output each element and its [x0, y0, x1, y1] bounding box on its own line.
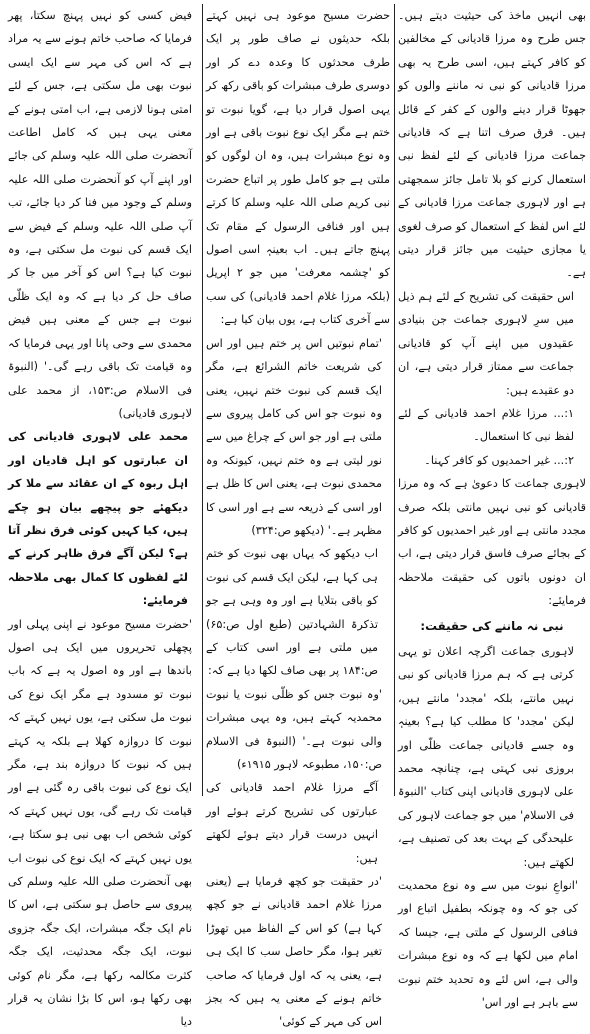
paragraph: لاہوری جماعت اگرچہ اعلان تو یہی کرتی ہے کہ ہم مرزا قادیانی کو نبی نہیں مانتے، بلکہ 'مجدد' مانتے ہیں، لیکن 'مجدد' کا مطلب کیا ہے؟ بعینہٖ وہ جسے قادیانی جماعت ظلّی اور بروزی نبی کہتی ہے، چنانچہ محمد علی لاہوری قادیانی اپنی کتاب 'النبوۃ فی الاسلام' میں جو جماعت لاہور کی علیحدگی کے بہت بعد کی تصنیف ہے، لکھتے ہیں: — [398, 644, 574, 869]
column-left — [8, 4, 200, 1029]
paragraph: آگے مرزا غلام احمد قادیانی کی عبارتوں کی تشریح کرتے ہوئے اور انہیں درست قرار دیتے ہوئے لکھتے ہیں: — [206, 781, 378, 865]
paragraph: لاہوری جماعت کا دعویٰ ہے کہ وہ مرزا قادیانی کو نبی نہیں مانتی بلکہ صرف مجدد مانتی ہے اور غیر احمدیوں کو کافر کے بجائے صرف فاسق قرار دیتی ہے، اب ان دونوں باتوں کی حقیقت ملاحظہ فرمایئے: — [398, 477, 586, 608]
section-heading: نبی نہ ماننے کی حقیقت: — [420, 618, 564, 633]
paragraph: بھی انہیں ماخذ کی حیثیت دیتے ہیں۔ جس طرح وہ مرزا قادیانی کے مخالفین کو کافر کہتے ہیں، اسی طرح یہ بھی مرزا قادیانی کو نبی نہ ماننے والوں کو جھوٹا قرار دینے والوں کے کفر کے قائل ہیں۔ فرق صرف اتنا ہے کہ قادیانی جماعت مرزا قادیانی کے لئے لفظ نبی استعمال کرنے کو بلا تامل جائز سمجھتی ہے اور لاہوری جماعت مرزا قادیانی کے لئے اس لفظ کے استعمال کو صرف لغوی یا مجازی حیثیت میں جائز قرار دیتی ہے۔ — [398, 9, 586, 280]
paragraph: محمد علی لاہوری قادیانی کی ان عبارتوں کو اہل قادیان اور اہل ربوہ کے ان عقائد سے ملا کر دیکھئے جو پیچھے بیان ہو چکے ہیں، کیا کہیں کوئی فرق نظر آتا ہے؟ لیکن آگے فرق ظاہر کرنے کے لئے لفظوں کا کمال بھی ملاحظہ فرمایئے: — [8, 430, 188, 608]
column-divider — [202, 4, 203, 796]
list-item: ۱:... مرزا غلام احمد قادیانی کے لئے لفظ نبی کا استعمال۔ — [398, 406, 574, 444]
block-quote: 'انواعِ نبوت میں سے وہ نوع محمدیت کی جو کہ وہ چونکہ بطفیل اتباع اور فنافی الرسول کے ملتی ہے، جیسا کہ امام میں لکھا ہے کہ وہ نوع مبشرات والی ہے، اس لئے وہ تحدید ختم نبوت سے باہر ہے اور اس' — [398, 879, 578, 1010]
column-right — [398, 4, 586, 1010]
block-quote: 'تمام نبوتیں اس پر ختم ہیں اور اس کی شریعت خاتم الشرائع ہے، مگر ایک قسم کی نبوت ختم نہیں، یعنی وہ نبوت جو اس کی کامل پیروی سے ملتی ہے اور جو اس کے چراغ میں سے نور لیتی ہے وہ ختم نہیں، کیونکہ وہ محمدی نبوت ہے، یعنی اس کا ظل ہے اور اسی کے ذریعہ سے ہے اور اسی کا مظہر ہے۔' (دیکھو ص:۳۲۴) — [206, 336, 382, 537]
paragraph: حضرت مسیح موعود ہی نہیں کہتے بلکہ حدیثوں نے صاف طور پر ایک طرف محدثوں کا وعدہ دے کر اور دوسری طرف مبشرات کو باقی رکھ کر یہی اصول قرار دیا ہے، گویا نبوت تو ختم ہے مگر ایک نوع نبوت باقی ہے اور وہ نوع مبشرات ہیں، وہ ان لوگوں کو ملتی ہے جو کامل طور پر اتباع حضرت نبی کریم صلی اللہ علیہ وسلم کا کرتے ہیں اور فنافی الرسول کے مقام تک پہنچ جاتے ہیں۔ اب بعینہٖ اسی اصول کو 'چشمہ معرفت' میں جو ۲ اپریل (بلکہ مرزا غلام احمد قادیانی) کی سب سے آخری کتاب ہے، یوں بیان کیا ہے: — [206, 9, 390, 327]
paragraph: اس حقیقت کی تشریح کے لئے ہم ذیل میں سرِ لاہوری جماعت جن بنیادی عقیدوں میں اپنے آپ کو قادیانی جماعت سے ممتاز قرار دیتی ہے، ان دو عقیدے ہیں: — [398, 289, 574, 397]
block-quote: فیض کسی کو نہیں پہنچ سکتا، پھر فرمایا کہ صاحب خاتم ہونے سے یہ مراد ہے کہ اس کی مہر سے ایک ایسی نبوت بھی مل سکتی ہے، جس کے لئے امتی ہونا لازمی ہے، اب امتی ہونے کے معنی یہی ہیں کہ کامل اطاعت آنحضرت صلی اللہ علیہ وسلم کی جائے اور اپنے آپ کو آنحضرت صلی اللہ علیہ وسلم کے وجود میں فنا کر دیا جائے، تب آپ صلی اللہ علیہ وسلم کے فیض سے ایک قسم کی نبوت مل سکتی ہے، وہ نبوت کیا ہے؟ اس کو آخر میں جا کر صاف حل کر دیا ہے کہ وہ ایک ظلّی نبوت ہے جس کے معنی ہیں فیض محمدی سے وحی پانا اور یہی فرمایا کہ وہ قیامت تک باقی رہے گی۔' (النبوۃ فی الاسلام ص:۱۵۳، از محمد علی لاہوری قادیانی) — [8, 9, 192, 420]
list-item: ۲:... غیر احمدیوں کو کافر کہنا۔ — [424, 453, 574, 467]
block-quote: 'در حقیقت جو کچھ فرمایا ہے (یعنی مرزا غلام احمد قادیانی نے جو کچھ کہا ہے) کو اس کے الفاظ میں تھوڑا تغیر ہوا، مگر حاصل سب کا ایک ہی ہے، یعنی یہ کہ اول فرمایا کہ صاحب خاتم ہونے کے معنی یہ ہیں کہ بجز اس کی مہر کے کوئی' — [206, 875, 382, 1029]
column-middle — [206, 4, 390, 1029]
column-divider — [394, 4, 395, 796]
block-quote: 'حضرت مسیح موعود نے اپنی پہلی اور پچھلی تحریروں میں ایک ہی اصول باندھا ہے اور وہ اصول یہ ہے کہ باب نبوت تو مسدود ہے مگر ایک نوع کی نبوت مل سکتی ہے، یوں نہیں کہتے کہ نبوت کا دروازہ کھلا ہے بلکہ یہ کہتے ہیں کہ نبوت کا دروازہ بند ہے، مگر ایک نوع کی نبوت باقی رہ گئی ہے اور قیامت تک رہے گی، یوں نہیں کہتے کہ کوئی شخص اب بھی نبی ہو سکتا ہے، یوں نہیں کہتے کہ ایک نوع کی نبوت اب بھی آنحضرت صلی اللہ علیہ وسلم کی پیروی سے حاصل ہو سکتی ہے، اس کا نام ایک جگہ مبشرات، ایک جگہ جزوی نبوت، ایک جگہ محدثیت، ایک جگہ کثرت مکالمہ رکھا ہے، مگر نام کوئی بھی رکھا ہو، اس کا بڑا نشان یہ قرار دیا — [8, 617, 192, 1029]
block-quote: 'وہ نبوت جس کو ظلّی نبوت یا نبوت محمدیہ کہتے ہیں، وہ یہی مبشرات والی نبوت ہے۔' (النبوۃ فی الاسلام ص:۱۵۰، مطبوعہ لاہور ۱۹۱۵ء) — [206, 687, 382, 771]
paragraph: اب دیکھو کہ یہاں بھی نبوت کو ختم ہی کہا ہے، لیکن ایک قسم کی نبوت کو باقی بتلایا ہے اور وہ وہی ہے جو تذکرۃ الشہادتین (طبع اول ص:۶۵) میں ملتی ہے اور اسی کتاب کے ص:۱۸۴ پر بھی صاف لکھا دیا ہے کہ: — [206, 547, 378, 678]
